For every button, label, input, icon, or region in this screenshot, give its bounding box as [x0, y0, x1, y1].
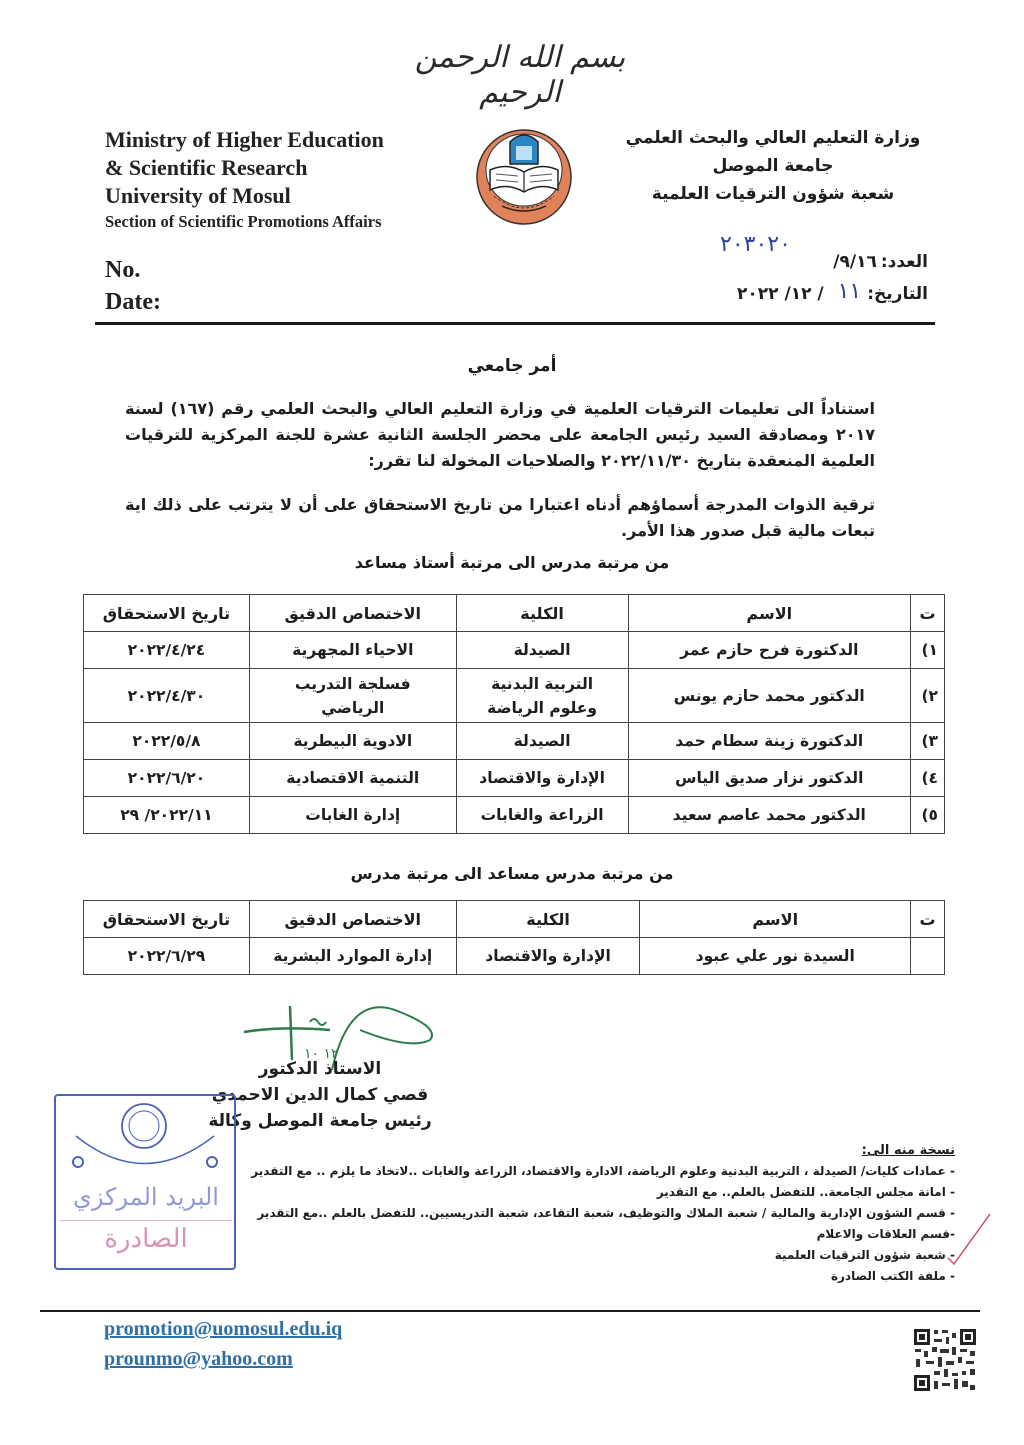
no-label: No.	[105, 257, 141, 283]
checkmark-icon	[946, 1212, 996, 1272]
cell-index: ٣)	[911, 723, 945, 760]
reference-date-value: / ١٢/ ٢٠٢٢	[737, 284, 824, 304]
table-row	[84, 669, 945, 723]
date-label: Date:	[105, 289, 161, 315]
footer-divider	[40, 1310, 980, 1312]
header-specialization: الاختصاص الدقيق	[249, 901, 456, 938]
university-name-ar: جامعة الموصل	[712, 156, 834, 176]
cell-specialization: إدارة الغابات	[249, 797, 456, 834]
section-name-en: Section of Scientific Promotions Affairs	[105, 212, 382, 231]
cell-name: الدكتور محمد عاصم سعيد	[628, 797, 911, 834]
reference-date-row	[700, 272, 928, 304]
cell-specialization: الادوية البيطرية	[249, 723, 456, 760]
email-link-yahoo[interactable]: prounmo@yahoo.com	[104, 1348, 293, 1370]
cell-college: التربية البدنية وعلوم الرياضة	[456, 669, 628, 723]
table-header-row	[84, 901, 945, 938]
cc-item: - شعبة شؤون الترقيات العلمية	[774, 1248, 955, 1262]
ministry-name-en: Ministry of Higher Education	[105, 127, 384, 152]
cell-name: الدكتورة فرح حازم عمر	[628, 632, 911, 669]
header-name: الاسم	[640, 901, 911, 938]
cell-college: الصيدلة	[456, 632, 628, 669]
table-header-row	[84, 595, 945, 632]
cell-due-date: ٢٠٢٢/١١/ ٢٩	[84, 797, 250, 834]
cell-due-date: ٢٠٢٢/٥/٨	[84, 723, 250, 760]
section-name-ar: شعبة شؤون الترقيات العلمية	[651, 184, 895, 204]
cell-college: الزراعة والغابات	[456, 797, 628, 834]
stamp-text	[60, 1180, 232, 1257]
table1-section-title: من مرتبة مدرس الى مرتبة أستاذ مساعد	[354, 553, 670, 572]
cell-specialization: الاحياء المجهرية	[249, 632, 456, 669]
cell-college: الإدارة والاقتصاد	[456, 760, 628, 797]
cc-item: - امانة مجلس الجامعة.. للتفضل بالعلم.. مع التقدير	[656, 1185, 955, 1199]
promotions-table-lecturer	[83, 900, 945, 975]
cell-name: الدكتور محمد حازم يونس	[628, 669, 911, 723]
cc-item: - ملفة الكتب الصادرة	[830, 1269, 955, 1283]
university-name-en: University of Mosul	[105, 183, 291, 208]
cell-name: الدكتور نزار صديق الياس	[628, 760, 911, 797]
number-date-labels	[105, 254, 161, 318]
reference-number-label: العدد:	[880, 252, 928, 272]
reference-number-handwritten: ٢٠٣٠٢٠	[720, 232, 791, 257]
cell-name: الدكتورة زينة سطام حمد	[628, 723, 911, 760]
reference-block	[700, 232, 928, 304]
header-due-date: تاريخ الاستحقاق	[84, 595, 250, 632]
arabic-letterhead	[620, 124, 926, 208]
cc-item: - عمادات كليات/ الصيدلة ، التربية البدنية وعلوم الرياضة، الادارة والاقتصاد، الزراعة والغابات ..لاتخاذ ما يلزم .. مع التقدير	[251, 1164, 955, 1178]
cc-title: نسخة منه الى:	[861, 1143, 955, 1158]
table-row	[84, 723, 945, 760]
cell-due-date: ٢٠٢٢/٦/٢٩	[84, 938, 250, 975]
signature-date: ١٢ ١٠	[304, 1046, 339, 1062]
cell-specialization: التنمية الاقتصادية	[249, 760, 456, 797]
table-row	[84, 760, 945, 797]
cell-due-date: ٢٠٢٢/٦/٢٠	[84, 760, 250, 797]
signatory-name: قصي كمال الدين الاحمدي	[211, 1085, 429, 1105]
cell-college: الصيدلة	[456, 723, 628, 760]
header-name: الاسم	[628, 595, 911, 632]
stamp-outgoing: الصادرة	[60, 1220, 232, 1257]
decision-paragraph: ترقية الذوات المدرجة أسماؤهم أدناه اعتبارا من تاريخ الاستحقاق على أن لا يترتب على ذلك اية تبعات مالية قبل صدور هذا الأمر.	[125, 495, 875, 540]
table2-section-title: من مرتبة مدرس مساعد الى مرتبة مدرس	[350, 864, 674, 883]
cell-due-date: ٢٠٢٢/٤/٣٠	[84, 669, 250, 723]
cell-index: ٥)	[911, 797, 945, 834]
cell-due-date: ٢٠٢٢/٤/٢٤	[84, 632, 250, 669]
ministry-name-ar: وزارة التعليم العالي والبحث العلمي	[625, 128, 921, 148]
cell-name: السيدة نور علي عبود	[640, 938, 911, 975]
cell-specialization: فسلجة التدريب الرياضي	[249, 669, 456, 723]
header-due-date: تاريخ الاستحقاق	[84, 901, 250, 938]
table-row	[84, 797, 945, 834]
qr-code-icon[interactable]	[912, 1327, 978, 1393]
cell-index	[911, 938, 945, 975]
cc-item: -قسم العلاقات والاعلام	[816, 1227, 955, 1241]
header-index: ت	[911, 595, 945, 632]
cell-index: ٢)	[911, 669, 945, 723]
ministry-name-en-2: & Scientific Research	[105, 155, 308, 180]
table-row	[84, 632, 945, 669]
promotions-table-assistant-professor	[83, 594, 945, 834]
reference-number-value: ٩/١٦/	[833, 252, 877, 272]
reference-date-label: التاريخ:	[867, 284, 928, 304]
header-index: ت	[911, 901, 945, 938]
university-logo-icon	[474, 124, 574, 230]
table-row	[84, 938, 945, 975]
header-divider	[95, 322, 935, 325]
signatory-title: الاستاذ الدكتور	[258, 1059, 382, 1079]
email-link-promotion[interactable]: promotion@uomosul.edu.iq	[104, 1318, 343, 1340]
cc-item: - قسم الشؤون الإدارية والمالية / شعبة الملاك والتوظيف، شعبة التقاعد، شعبة التدريسيين.. للتفضل بالعلم ..مع التقدير	[257, 1206, 955, 1220]
preamble-paragraph: استناداً الى تعليمات الترقيات العلمية في وزارة التعليم العالي والبحث العلمي رقم (١٦٧) لسنة ٢٠١٧ ومصادقة السيد رئيس الجامعة على محضر الجلسة الثانية عشرة للجنة المركزية للترقيات العلمية المنعقدة بتاريخ ٢٠٢٢/١١/٣٠ والصلاحيات المخولة لنا تقرر:	[125, 399, 876, 470]
document-title: أمر جامعي	[467, 356, 557, 376]
signatory-position: رئيس جامعة الموصل وكالة	[208, 1111, 432, 1131]
cell-index: ٤)	[911, 760, 945, 797]
cell-specialization: إدارة الموارد البشرية	[249, 938, 456, 975]
copy-to-list	[230, 1140, 955, 1287]
header-college: الكلية	[456, 901, 640, 938]
cell-index: ١)	[911, 632, 945, 669]
reference-number-row	[700, 232, 928, 272]
stamp-central-mail: البريد المركزي	[73, 1183, 219, 1211]
header-college: الكلية	[456, 595, 628, 632]
basmala-calligraphy: بسم الله الرحمن الرحيم	[414, 40, 626, 110]
cell-college: الإدارة والاقتصاد	[456, 938, 640, 975]
header-specialization: الاختصاص الدقيق	[249, 595, 456, 632]
reference-date-day-handwritten: ١١	[837, 279, 862, 304]
english-letterhead	[105, 126, 445, 234]
